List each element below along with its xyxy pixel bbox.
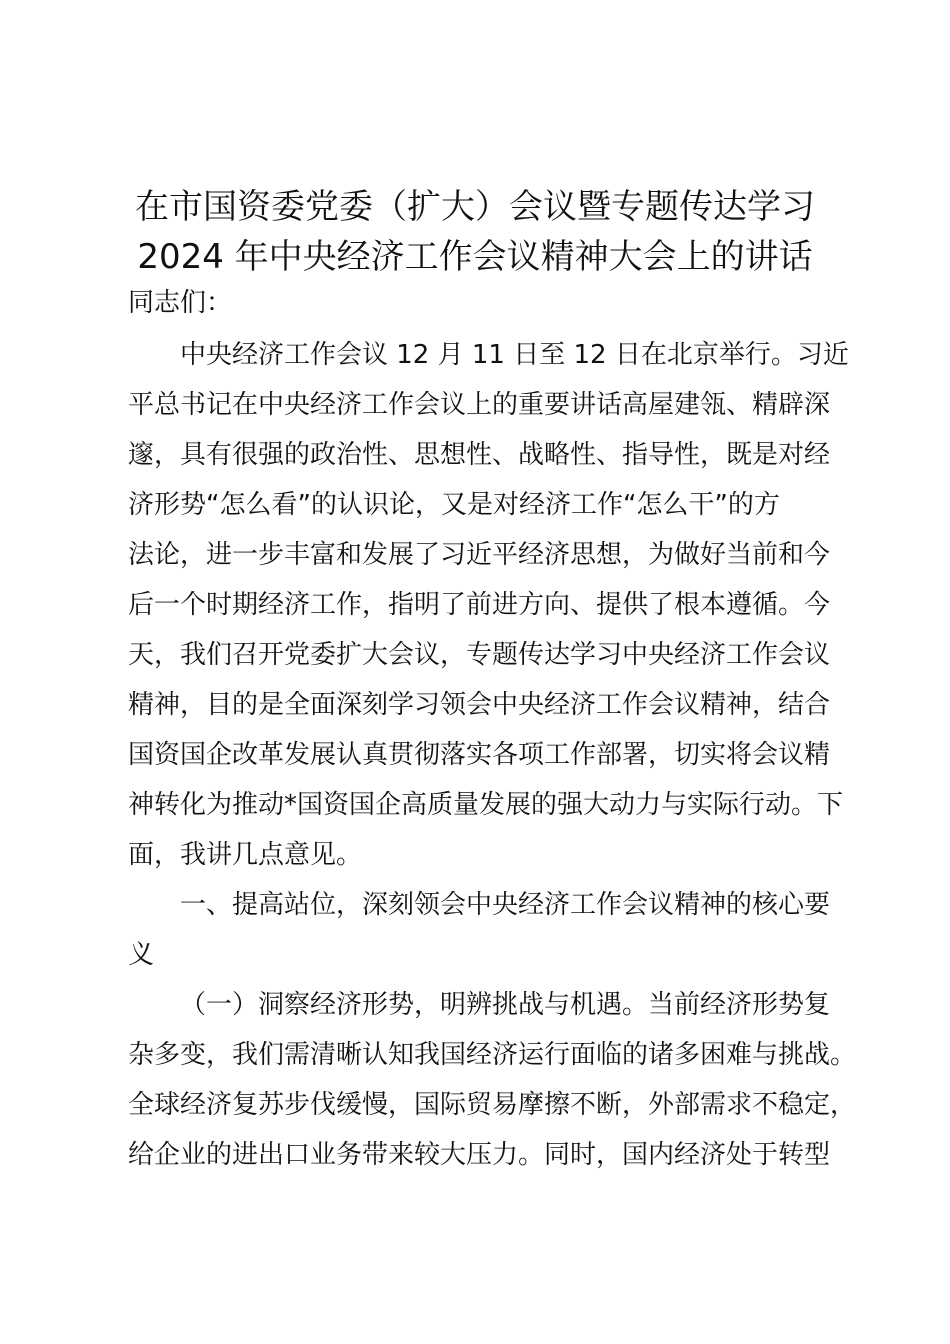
body-line-6: 后一个时期经济工作，指明了前进方向、提供了根本遵循。今	[128, 590, 831, 620]
section-heading-line-1: 一、提高站位，深刻领会中央经济工作会议精神的核心要	[180, 890, 831, 920]
body-line-5: 法论，进一步丰富和发展了习近平经济思想，为做好当前和今	[128, 540, 831, 570]
body-line-10: 神转化为推动*国资国企高质量发展的强大动力与实际行动。下	[128, 790, 844, 820]
subsection-line-4: 给企业的进出口业务带来较大压力。同时，国内经济处于转型	[128, 1140, 831, 1170]
body-line-11: 面，我讲几点意见。	[128, 840, 363, 870]
body-line-1: 中央经济工作会议 12 月 11 日至 12 日在北京举行。习近	[180, 340, 849, 370]
salutation: 同志们：	[128, 288, 233, 318]
document-title-line-2: 2024 年中央经济工作会议精神大会上的讲话	[137, 237, 813, 277]
body-line-9: 国资国企改革发展认真贯彻落实各项工作部署，切实将会议精	[128, 740, 831, 770]
body-line-3: 邃，具有很强的政治性、思想性、战略性、指导性，既是对经	[128, 440, 831, 470]
body-line-7: 天，我们召开党委扩大会议，专题传达学习中央经济工作会议	[128, 640, 831, 670]
subsection-line-3: 全球经济复苏步伐缓慢，国际贸易摩擦不断，外部需求不稳定，	[128, 1090, 857, 1120]
section-heading-line-2: 义	[128, 940, 155, 970]
body-line-2: 平总书记在中央经济工作会议上的重要讲话高屋建瓴、精辟深	[128, 390, 831, 420]
document-title-line-1: 在市国资委党委（扩大）会议暨专题传达学习	[135, 187, 815, 227]
subsection-line-2: 杂多变，我们需清晰认知我国经济运行面临的诸多困难与挑战。	[128, 1040, 857, 1070]
body-line-4: 济形势“怎么看”的认识论，又是对经济工作“怎么干”的方	[128, 490, 780, 520]
body-line-8: 精神，目的是全面深刻学习领会中央经济工作会议精神，结合	[128, 690, 831, 720]
subsection-line-1: （一）洞察经济形势，明辨挑战与机遇。当前经济形势复	[180, 990, 831, 1020]
